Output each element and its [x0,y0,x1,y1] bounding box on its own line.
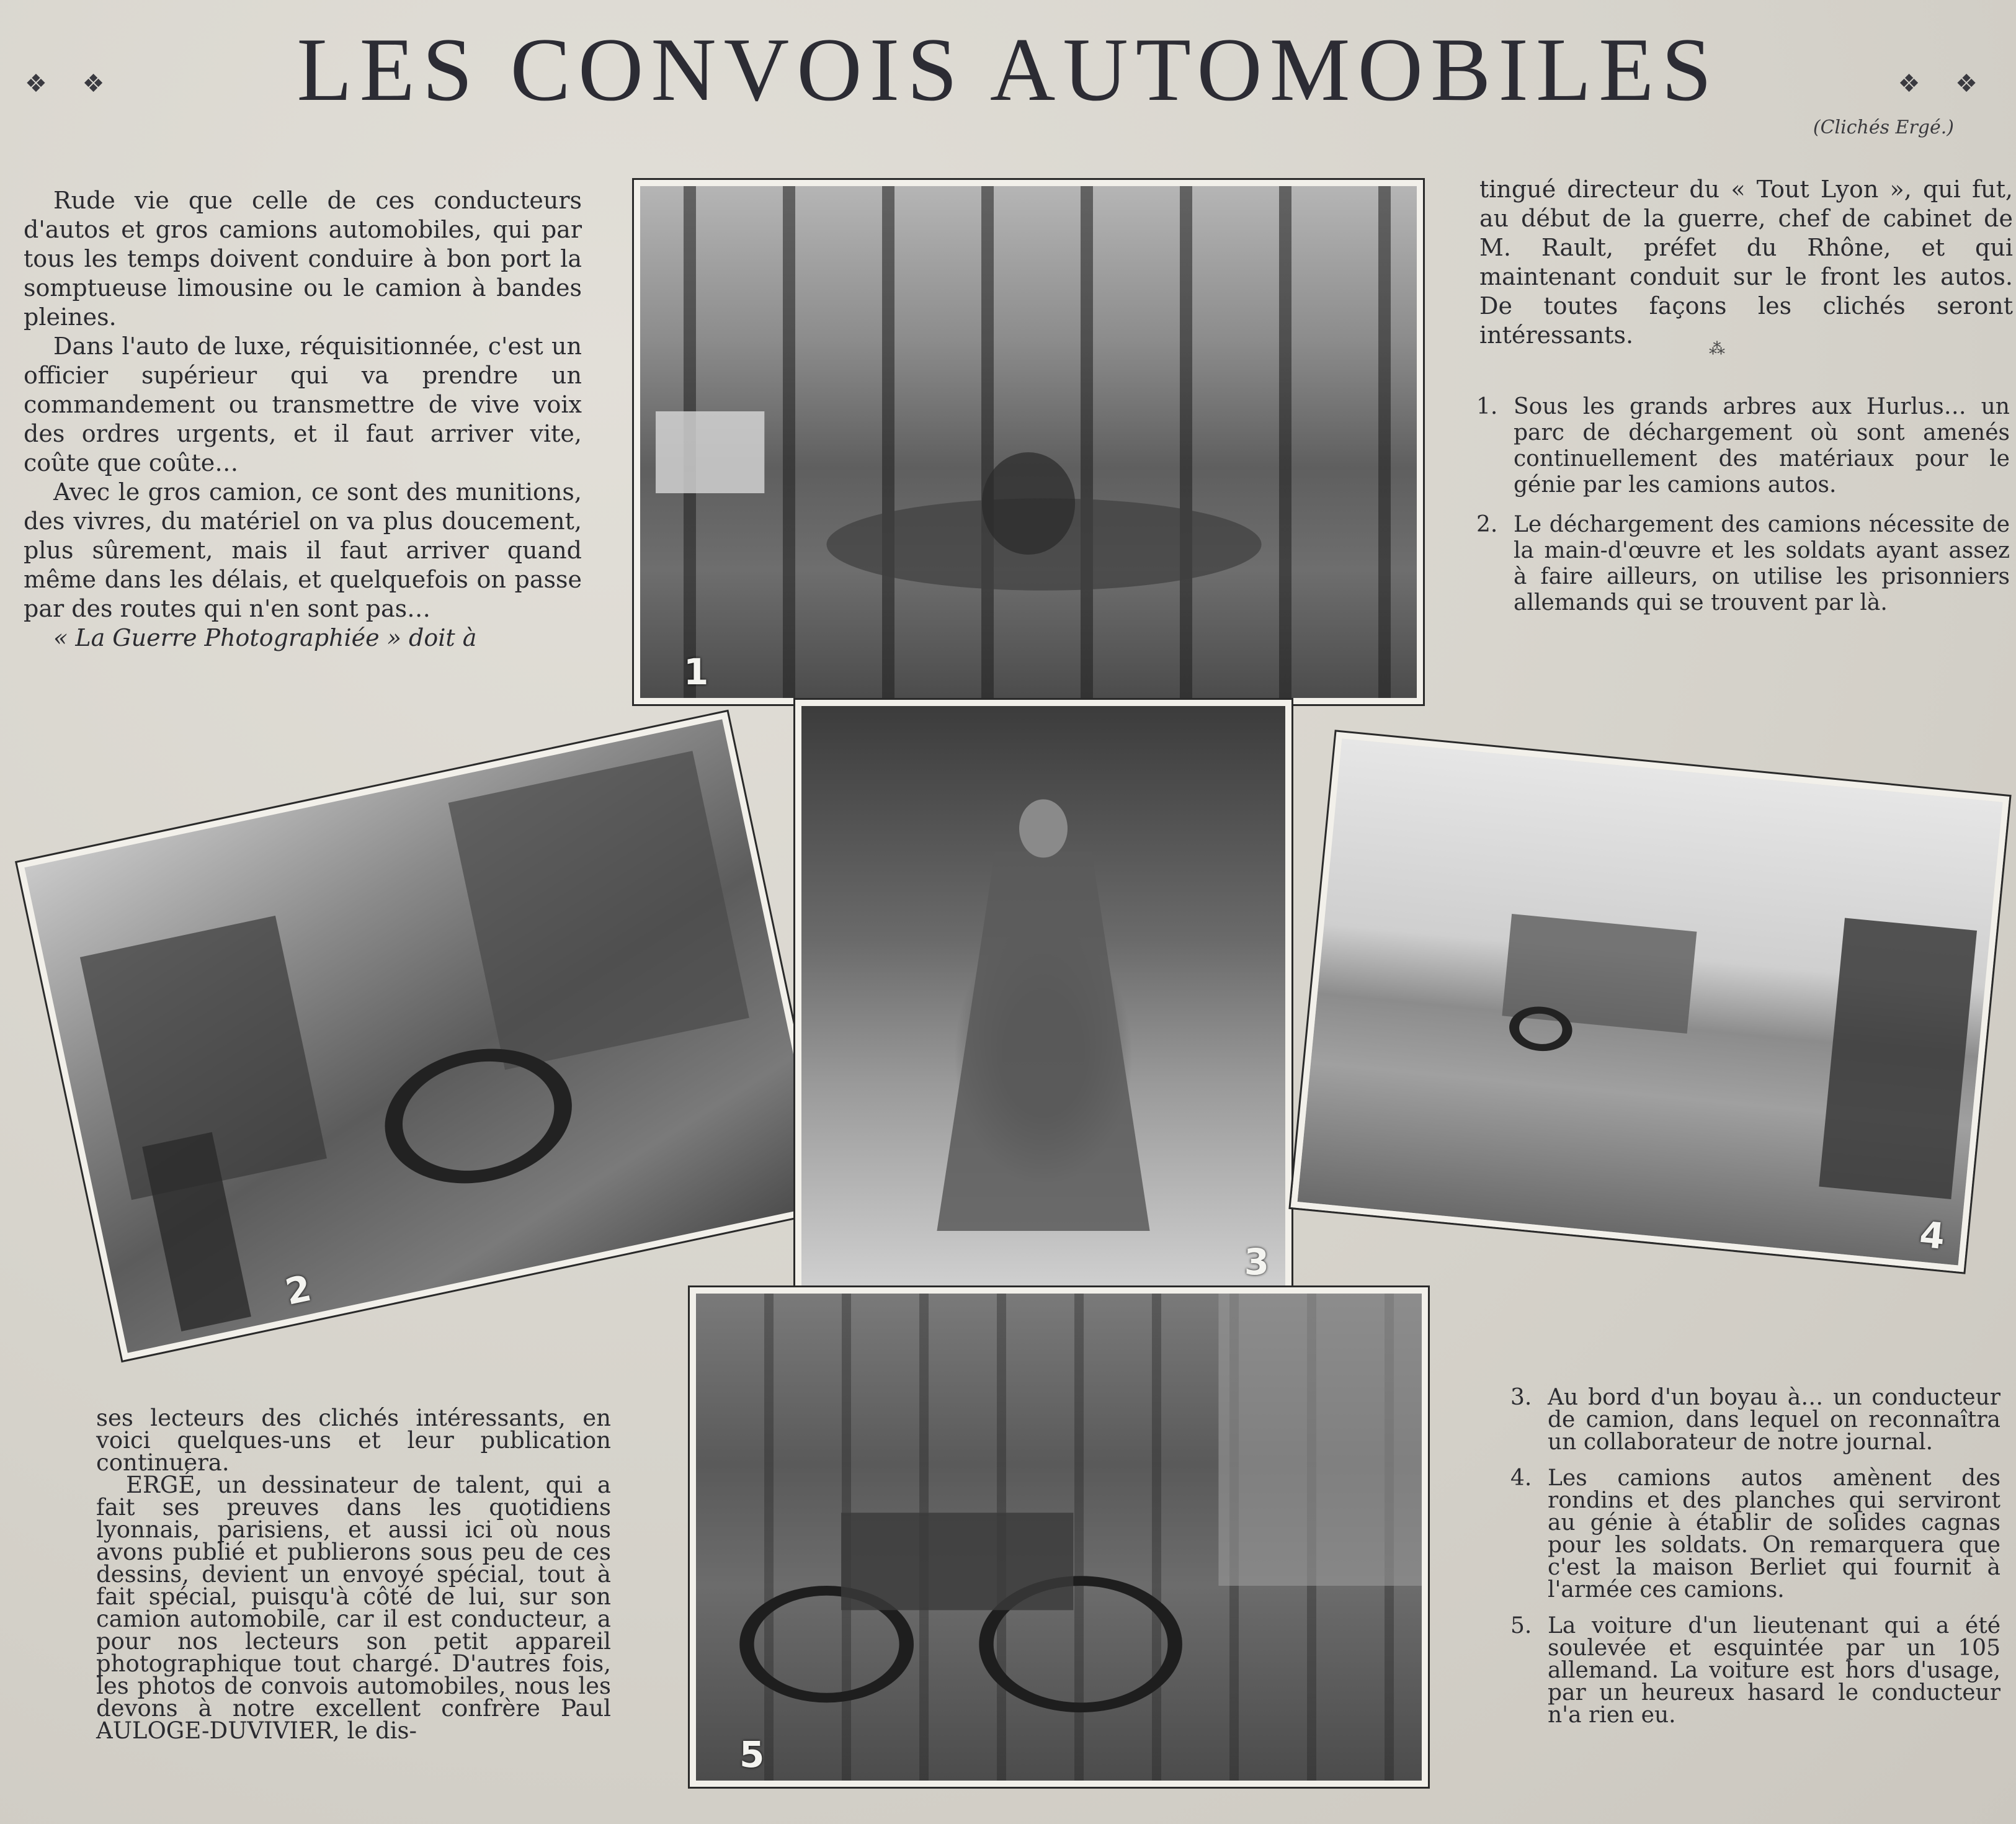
page-title: LES CONVOIS AUTOMOBILES [297,19,1719,120]
bottom-column [96,1407,611,1742]
caption-number: 4. [1510,1465,1532,1491]
driver-portrait-photo [795,700,1291,1295]
photo-number: 5 [739,1733,765,1776]
ornament-left: ❖ ❖ [25,69,118,98]
caption-text: Sous les grands arbres aux Hurlus… un parc de déchargement où sont amenés continuellement des matériaux pour le génie par les camions autos. [1514,394,2010,498]
caption-item [1510,1615,2000,1727]
berliet-trucks-photo [1291,732,2010,1272]
captions-bottom [1510,1387,2000,1740]
photo-scene [24,719,825,1353]
caption-text: Les camions autos amènent des rondins et des planches qui serviront au génie à établir de solides cagnas pour les soldats. On remarquera que c'est la maison Berliet qui fournit à l'armée ces camions. [1548,1465,2000,1603]
captions-top [1476,394,2010,630]
caption-text: La voiture d'un lieutenant qui a été soulevée et esquintée par un 105 allemand. La voiture est hors d'usage, par un heureux hasard le conducteur n'a rien eu. [1548,1613,2000,1728]
intro-paragraph: Dans l'auto de luxe, réquisitionnée, c'est un officier supérieur qui va prendre un commandement ou transmettre de vive voix des ordres urgents, et il faut arriver vite, coûte que coûte… [24,333,582,476]
intro-column [24,186,582,653]
intro-paragraph: Avec le gros camion, ce sont des munitions, des vivres, du matériel on va plus doucement, plus sûrement, mais il faut arriver quand même dans les délais, et quelquefois on passe par des routes qui n'en sont pas… [24,478,582,622]
photo-number: 2 [282,1266,315,1313]
bottom-paragraph: ERGÉ, un dessinateur de talent, qui a fait ses preuves dans les quotidiens lyonnais, parisiens, et aussi ici où nous avons publié et publierons sous peu de ces dessins, devient un envoyé spécial, tout à fait spécial, puisqu'à côté de lui, sur son camion automobile, car il est conducteur, a pour nos lecteurs son petit appareil photographique tout chargé. D'autres fois, les photos de convois automobiles, nous les devons à notre excellent confrère Paul AULOGE-DUVIVIER, le dis- [96,1472,611,1744]
photo-number: 1 [684,651,709,693]
caption-number: 1. [1476,394,1498,419]
continuation-paragraph: tingué directeur du « Tout Lyon », qui fut, au début de la guerre, chef de cabinet de M. Rault, préfet du Rhône, et qui maintenant conduit sur le front les autos. De toutes façons les clichés seront intéressants. [1479,176,2013,349]
caption-item [1476,512,2010,616]
photo-number: 4 [1917,1213,1947,1258]
caption-text: Au bord d'un boyau à… un conducteur de camion, dans lequel on reconnaîtra un collaborateur de notre journal. [1548,1385,2000,1455]
caption-text: Le déchargement des camions nécessite de la main-d'œuvre et les soldats ayant assez à faire ailleurs, on utilise les prisonniers allemands qui se trouvent par là. [1514,512,2010,615]
ornament-right: ❖ ❖ [1898,69,1991,98]
damaged-car-photo [690,1287,1428,1787]
intro-paragraph: « La Guerre Photographiée » doit à [53,624,477,651]
photo-credit: (Clichés Ergé.) [1813,117,1954,138]
section-separator: ⁂ [1709,340,1744,359]
caption-number: 5. [1510,1613,1532,1638]
photo-scene [1298,738,2003,1265]
caption-item [1510,1467,2000,1601]
bottom-paragraph: ses lecteurs des clichés intéressants, en voici quelques-uns et leur publication continuera. [96,1405,611,1476]
caption-item [1510,1387,2000,1454]
forest-depot-photo [634,180,1423,704]
photo-scene [696,1294,1422,1781]
photo-number: 3 [1244,1241,1269,1283]
caption-number: 3. [1510,1385,1532,1410]
photo-scene [801,706,1285,1289]
caption-number: 2. [1476,512,1498,537]
continuation-column [1479,175,2013,350]
photo-scene [640,186,1417,698]
unloading-truck-photo [17,712,833,1360]
intro-paragraph: Rude vie que celle de ces conducteurs d'autos et gros camions automobiles, qui par tous les temps doivent conduire à bon port la somptueuse limousine ou le camion à bandes pleines. [24,187,582,331]
caption-item [1476,394,2010,498]
